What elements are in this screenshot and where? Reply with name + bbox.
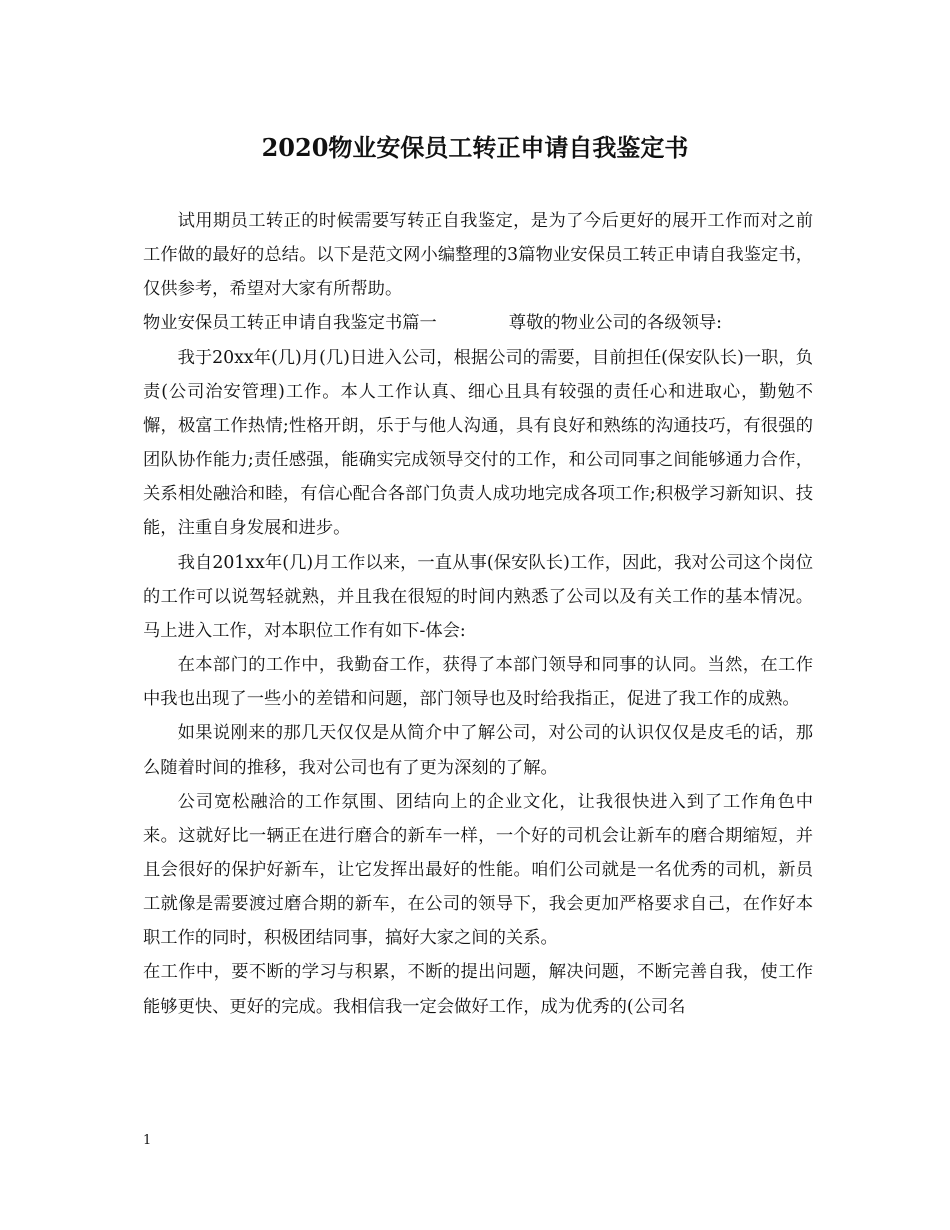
body-paragraph-continued: 在工作中，要不断的学习与积累，不断的提出问题，解决问题，不断完善自我，使工作能够更快、更好的完成。我相信我一定会做好工作，成为优秀的(公司名	[143, 962, 813, 1017]
body-paragraph: 如果说刚来的那几天仅仅是从简介中了解公司，对公司的认识仅仅是皮毛的话，那么随着时间的推移，我对公司也有了更为深刻的了解。	[143, 723, 813, 778]
section-heading: 物业安保员工转正申请自我鉴定书篇一	[143, 313, 437, 334]
document-body	[143, 204, 813, 1024]
body-paragraph: 我自201xx年(几)月工作以来，一直从事(保安队长)工作，因此，我对公司这个岗位的工作可以说驾轻就熟，并且我在很短的时间内熟悉了公司以及有关工作的基本情况。马上进入工作，对本职位工作有如下-体会:	[143, 552, 813, 641]
body-paragraph: 公司宽松融洽的工作氛围、团结向上的企业文化，让我很快进入到了工作角色中来。这就好比一辆正在进行磨合的新车一样，一个好的司机会让新车的磨合期缩短，并且会很好的保护好新车，让它发挥出最好的性能。咱们公司就是一名优秀的司机，新员工就像是需要渡过磨合期的新车，在公司的领导下，我会更加严格要求自己，在作好本职工作的同时，积极团结同事，搞好大家之间的关系。	[143, 791, 813, 949]
section-heading-line	[143, 306, 813, 340]
salutation: 尊敬的物业公司的各级领导:	[508, 313, 722, 334]
page-title: 2020物业安保员工转正申请自我鉴定书	[261, 133, 689, 162]
page-number: 1	[143, 1133, 152, 1148]
body-paragraph: 我于20xx年(几)月(几)日进入公司，根据公司的需要，目前担任(保安队长)一职，负责(公司治安管理)工作。本人工作认真、细心且具有较强的责任心和进取心，勤勉不懈，极富工作热情;性格开朗，乐于与他人沟通，具有良好和熟练的沟通技巧，有很强的团队协作能力;责任感强，能确实完成领导交付的工作，和公司同事之间能够通力合作，关系相处融洽和睦，有信心配合各部门负责人成功地完成各项工作;积极学习新知识、技能，注重自身发展和进步。	[143, 347, 813, 539]
intro-paragraph: 试用期员工转正的时候需要写转正自我鉴定，是为了今后更好的展开工作而对之前工作做的最好的总结。以下是范文网小编整理的3篇物业安保员工转正申请自我鉴定书，仅供参考，希望对大家有所帮助。	[143, 211, 813, 300]
body-paragraph: 在本部门的工作中，我勤奋工作，获得了本部门领导和同事的认同。当然，在工作中我也出现了一些小的差错和问题，部门领导也及时给我指正，促进了我工作的成熟。	[143, 655, 813, 710]
